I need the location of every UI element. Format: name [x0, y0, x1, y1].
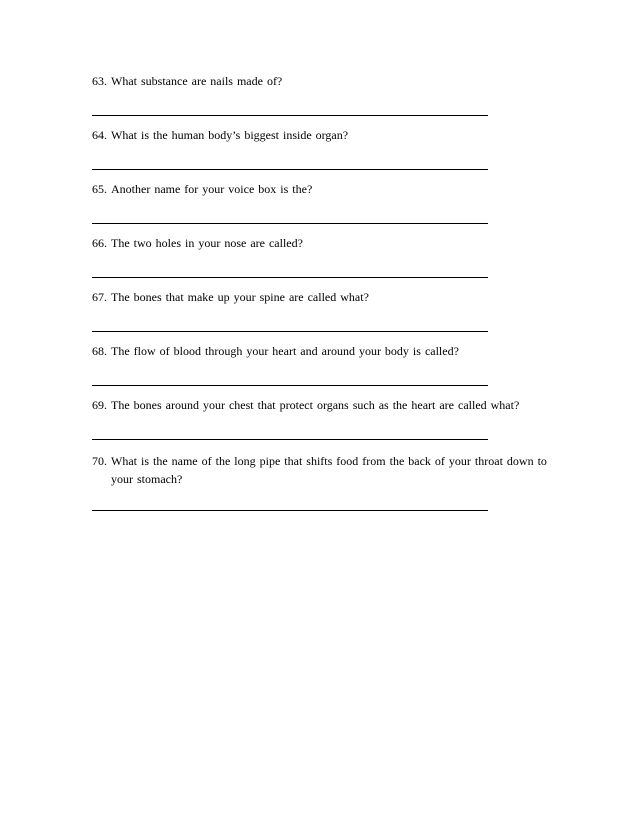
- question-text: What substance are nails made of?: [111, 74, 283, 88]
- question-text: The bones that make up your spine are called what?: [111, 290, 369, 304]
- question-text: The flow of blood through your heart and around your body is called?: [111, 344, 459, 358]
- answer-line[interactable]: [92, 115, 488, 116]
- question-number: 70.: [92, 454, 107, 468]
- answer-line[interactable]: [92, 439, 488, 440]
- question-number: 67.: [92, 290, 107, 304]
- question-text: Another name for your voice box is the?: [111, 182, 313, 196]
- question-64: [92, 126, 562, 144]
- question-text: The two holes in your nose are called?: [111, 236, 303, 250]
- answer-line[interactable]: [92, 169, 488, 170]
- question-65: [92, 180, 562, 198]
- answer-line[interactable]: [92, 385, 488, 386]
- question-70: [92, 452, 562, 488]
- question-number: 65.: [92, 182, 107, 196]
- answer-line[interactable]: [92, 277, 488, 278]
- question-69: [92, 396, 562, 414]
- question-number: 63.: [92, 74, 107, 88]
- question-text: What is the human body’s biggest inside organ?: [111, 128, 349, 142]
- question-number: 68.: [92, 344, 107, 358]
- question-63: [92, 72, 562, 90]
- question-67: [92, 288, 562, 306]
- question-68: [92, 342, 562, 360]
- question-66: [92, 234, 562, 252]
- question-number: 69.: [92, 398, 107, 412]
- question-number: 64.: [92, 128, 107, 142]
- answer-line[interactable]: [92, 223, 488, 224]
- answer-line[interactable]: [92, 331, 488, 332]
- question-number: 66.: [92, 236, 107, 250]
- question-text: What is the name of the long pipe that shifts food from the back of your throat down to your stomach?: [111, 454, 547, 486]
- question-text: The bones around your chest that protect organs such as the heart are called what?: [111, 398, 520, 412]
- answer-line[interactable]: [92, 510, 488, 511]
